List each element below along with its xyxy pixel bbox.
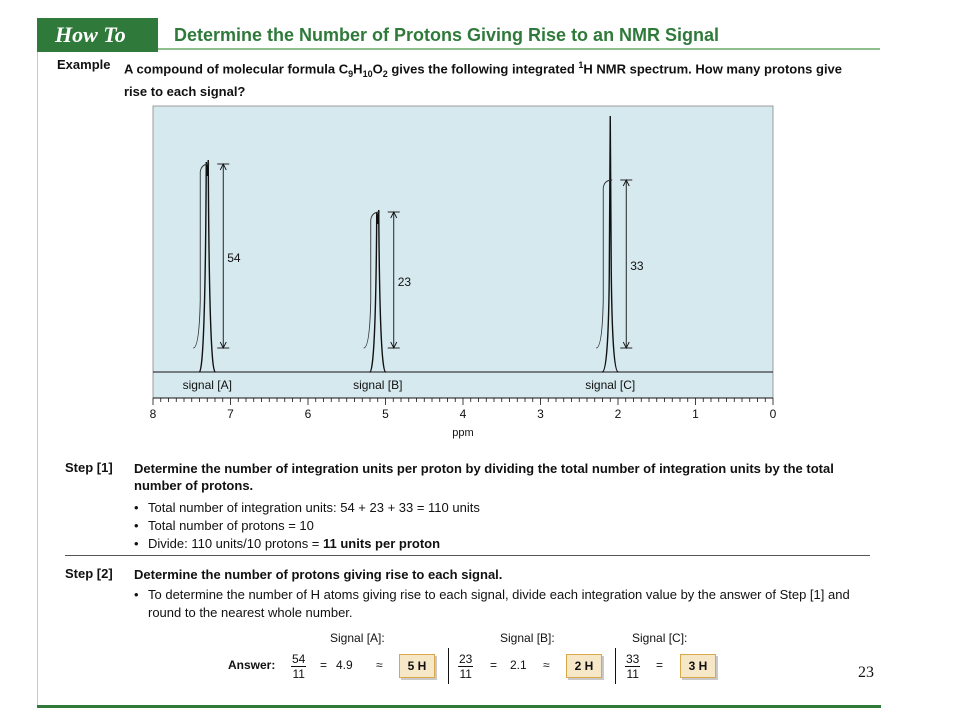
tick-label: 7 [227, 407, 234, 421]
how-to-badge: How To [37, 18, 158, 52]
signal-a-heading: Signal [A]: [330, 631, 385, 645]
title-underline [158, 48, 880, 50]
left-frame-line [37, 18, 38, 706]
tick-label: 0 [769, 407, 777, 421]
signal-label: signal [C] [585, 378, 636, 392]
tick-label: 2 [614, 407, 622, 421]
signal-a-value: 4.9 [336, 658, 353, 672]
approx-sign: ≈ [376, 658, 383, 672]
signal-b-value: 2.1 [510, 658, 527, 672]
signal-c-fraction: $\frac{33}{11}$ [626, 652, 640, 681]
signal-label: signal [B] [353, 378, 403, 392]
example-label: Example [57, 57, 111, 72]
integration-value: 33 [630, 259, 644, 273]
step1-label: Step [1] [65, 460, 113, 475]
tick-label: 5 [382, 407, 389, 421]
signal-label: signal [A] [182, 378, 232, 392]
signal-a-fraction: $\frac{54}{11}$ [292, 652, 306, 681]
approx-sign: ≈ [543, 658, 550, 672]
page-number: 23 [858, 664, 874, 681]
equals-sign: = [320, 658, 328, 672]
bottom-rule [37, 705, 881, 708]
answer-divider [615, 648, 616, 684]
step2-label: Step [2] [65, 566, 113, 581]
tick-label: 6 [304, 407, 312, 421]
integration-value: 54 [227, 251, 241, 265]
example-text: A compound of molecular formula $C_9H_{10}O_2$ gives the following integrated $^1$H NMR spectrum. How many protons give rise to each signal? [124, 60, 843, 99]
tick-label: 4 [459, 407, 467, 421]
nmr-spectrum [140, 100, 790, 445]
page-title: Determine the Number of Protons Giving Rise to an NMR Signal [174, 25, 720, 45]
list-item: • Total number of protons = 10 [134, 517, 879, 535]
equals-sign: = [490, 658, 498, 672]
integration-value: 23 [397, 275, 412, 289]
step1-text: Determine the number of integration units per proton by dividing the total number of integration units by the total number of protons. [134, 461, 834, 493]
list-item: • Divide: 110 units/10 protons = 11 units per proton [134, 535, 879, 553]
step-divider [65, 555, 870, 556]
tick-label: 3 [537, 407, 544, 421]
list-item: • Total number of integration units: 54 + 23 + 33 = 110 units [134, 499, 879, 517]
equals-sign: = [656, 658, 664, 672]
signal-c-result: 3 H [680, 654, 716, 678]
axis-label: ppm [452, 427, 474, 439]
signal-c-heading: Signal [C]: [632, 631, 688, 645]
answer-divider [448, 648, 449, 684]
signal-b-fraction: $\frac{23}{11}$ [459, 652, 473, 681]
tick-label: 1 [692, 407, 699, 421]
signal-b-heading: Signal [B]: [500, 631, 555, 645]
step2-text: Determine the number of protons giving rise to each signal. [134, 567, 503, 582]
step1-bullets [134, 499, 879, 553]
signal-a-result: 5 H [399, 654, 435, 678]
signal-b-result: 2 H [566, 654, 602, 678]
answer-label: Answer: [228, 658, 276, 672]
list-item: • To determine the number of H atoms giving rise to each signal, divide each integration value by the answer of Step [1] and round to the nearest whole number. [134, 586, 879, 622]
plot-area [153, 106, 773, 398]
tick-label: 8 [149, 407, 157, 421]
step2-bullets [134, 586, 879, 622]
